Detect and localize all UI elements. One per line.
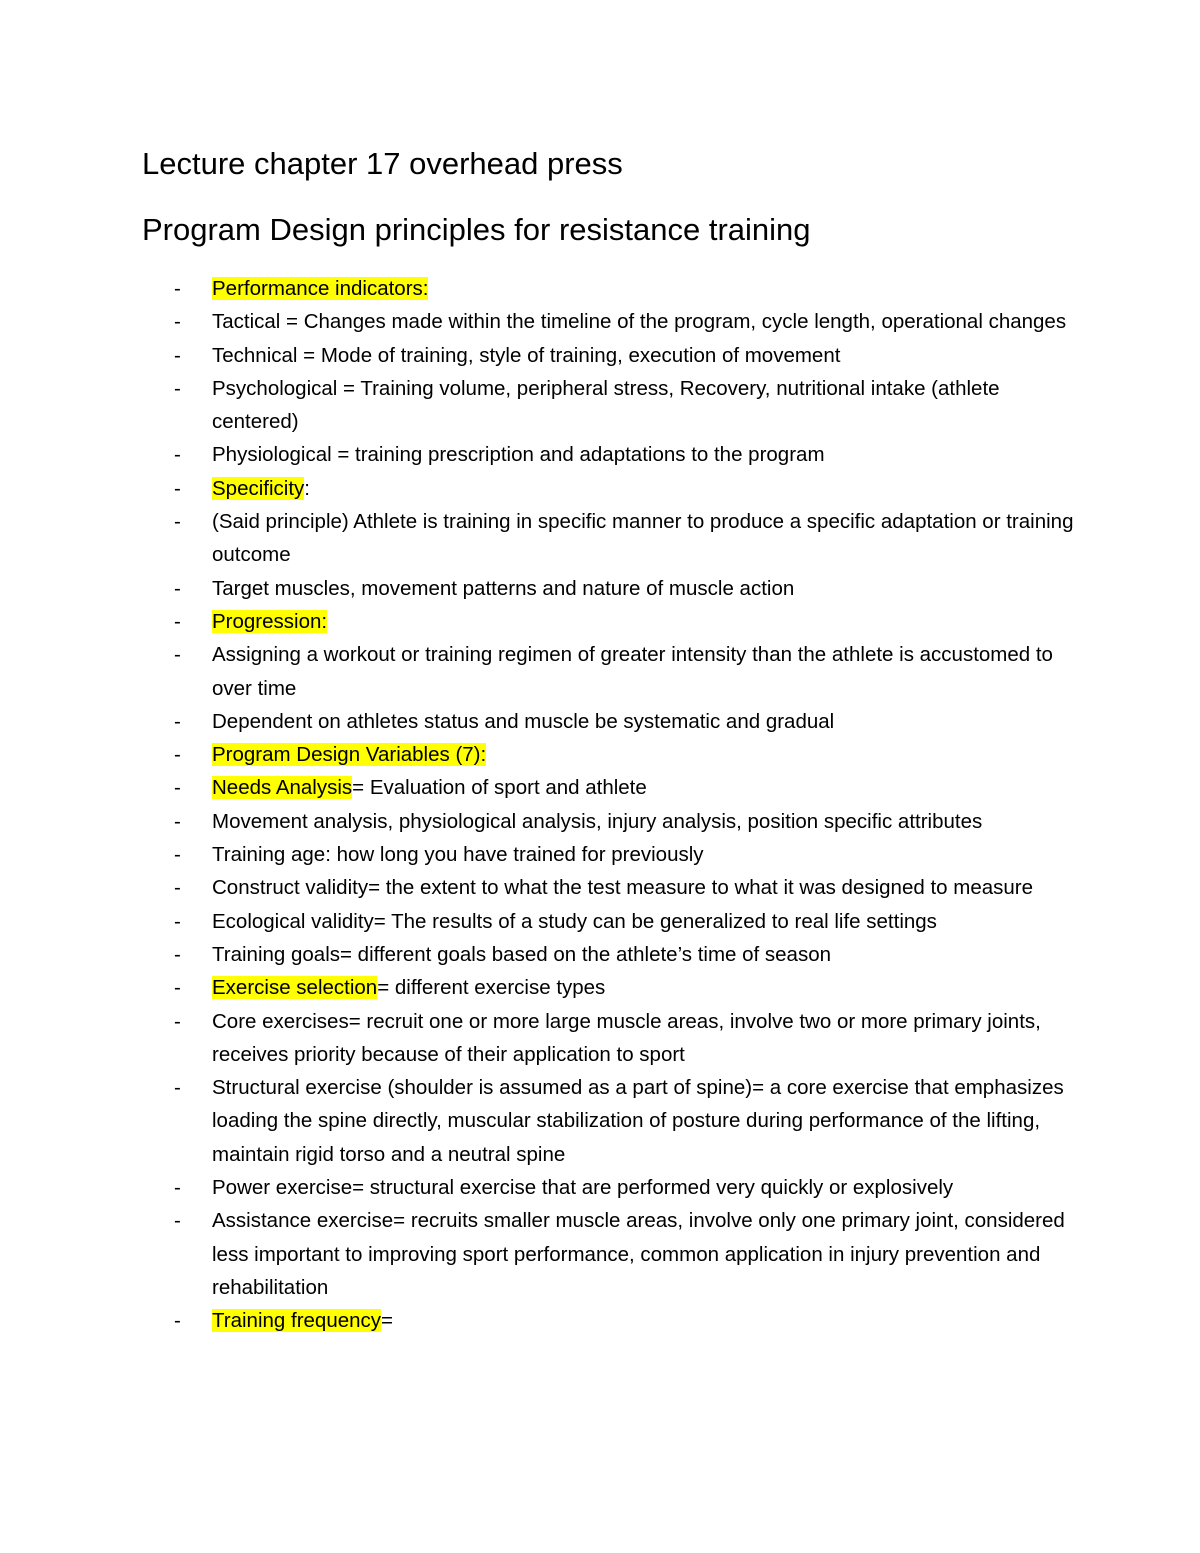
item-text: Tactical = Changes made within the timeline of the program, cycle length, operational changes (212, 310, 1067, 334)
highlighted-term: Specificity (212, 476, 305, 500)
bullet-dash: - (174, 1309, 181, 1333)
list-item (174, 905, 1074, 938)
list-item (174, 771, 1074, 804)
bullet-dash: - (174, 743, 181, 767)
bullet-dash: - (174, 476, 181, 500)
item-text: Core exercises= recruit one or more large muscle areas, involve two or more primary joints, receives priority because of their application to sport (212, 1009, 1041, 1066)
bullet-dash: - (174, 942, 181, 966)
highlighted-term: Training frequency (212, 1309, 382, 1333)
list-item (174, 871, 1074, 904)
item-text: Training goals= different goals based on the athlete’s time of season (212, 942, 832, 966)
item-text: = different exercise types (377, 976, 606, 1000)
item-text: Target muscles, movement patterns and nature of muscle action (212, 576, 795, 600)
bullet-dash: - (174, 443, 181, 467)
list-item (174, 472, 1074, 505)
list-item (174, 938, 1074, 971)
item-text: Ecological validity= The results of a study can be generalized to real life settings (212, 909, 937, 933)
bullet-dash: - (174, 709, 181, 733)
item-text: Psychological = Training volume, peripheral stress, Recovery, nutritional intake (athlete centered) (212, 376, 1000, 434)
bullet-dash: - (174, 1209, 181, 1233)
bullet-dash: - (174, 1076, 181, 1100)
highlighted-term: Progression: (212, 609, 328, 633)
item-text: : (304, 476, 310, 500)
item-text: Power exercise= structural exercise that are performed very quickly or explosively (212, 1176, 954, 1200)
item-text: Dependent on athletes status and muscle be systematic and gradual (212, 709, 835, 733)
list-item (174, 1204, 1074, 1304)
item-text: Training age: how long you have trained for previously (212, 843, 704, 867)
bullet-dash: - (174, 643, 181, 667)
list-item (174, 605, 1074, 638)
list-item (174, 705, 1074, 738)
bullet-dash: - (174, 809, 181, 833)
bullet-dash: - (174, 1009, 181, 1033)
bullet-dash: - (174, 376, 181, 400)
list-item (174, 505, 1074, 572)
bullet-dash: - (174, 1176, 181, 1200)
item-text: Assigning a workout or training regimen of greater intensity than the athlete is accustomed to over time (212, 643, 1053, 700)
item-text: (Said principle) Athlete is training in specific manner to produce a specific adaptation or training outcome (212, 510, 1074, 567)
bullet-dash: - (174, 976, 181, 1000)
list-item (174, 638, 1074, 705)
bullet-dash: - (174, 909, 181, 933)
list-item (174, 305, 1074, 338)
list-item (174, 838, 1074, 871)
item-text: Structural exercise (shoulder is assumed as a part of spine)= a core exercise that emphasizes loading the spine directly, muscular stabilization of posture during performance of the lifting, maintain rigid torso and a neutral spine (212, 1076, 1064, 1166)
bullet-dash: - (174, 510, 181, 534)
bullet-dash: - (174, 776, 181, 800)
document-title: Lecture chapter 17 overhead press (142, 146, 623, 181)
list-item (174, 372, 1074, 439)
bullet-dash: - (174, 576, 181, 600)
bullet-dash: - (174, 876, 181, 900)
item-text: Construct validity= the extent to what the test measure to what it was designed to measure (212, 876, 1034, 900)
item-text: Technical = Mode of training, style of training, execution of movement (212, 343, 841, 367)
bullet-dash: - (174, 310, 181, 334)
item-text: Assistance exercise= recruits smaller muscle areas, involve only one primary joint, considered less important to improving sport performance, common application in injury prevention and rehabilitation (212, 1209, 1065, 1299)
highlighted-term: Performance indicators: (212, 277, 429, 300)
list-item (174, 738, 1074, 771)
list-item (174, 1171, 1074, 1204)
bullet-dash: - (174, 277, 181, 300)
bullet-dash: - (174, 609, 181, 633)
bullet-dash: - (174, 843, 181, 867)
highlighted-term: Exercise selection (212, 976, 378, 1000)
item-text: Physiological = training prescription and adaptations to the program (212, 443, 825, 467)
item-text: Movement analysis, physiological analysis, injury analysis, position specific attributes (212, 809, 983, 833)
list-item (174, 805, 1074, 838)
bullet-dash: - (174, 343, 181, 367)
document-subtitle: Program Design principles for resistance training (142, 212, 811, 247)
highlighted-term: Program Design Variables (7): (212, 743, 487, 767)
list-item (174, 572, 1074, 605)
list-item (174, 339, 1074, 372)
bullet-list (174, 272, 1074, 1338)
list-item (174, 1005, 1074, 1072)
list-item (174, 1304, 1074, 1337)
list-item (174, 971, 1074, 1004)
list-item (174, 1071, 1074, 1171)
list-item (174, 438, 1074, 471)
item-text: = (381, 1309, 394, 1333)
item-text: = Evaluation of sport and athlete (352, 776, 647, 800)
highlighted-term: Needs Analysis (212, 776, 353, 800)
list-item (174, 272, 1074, 305)
